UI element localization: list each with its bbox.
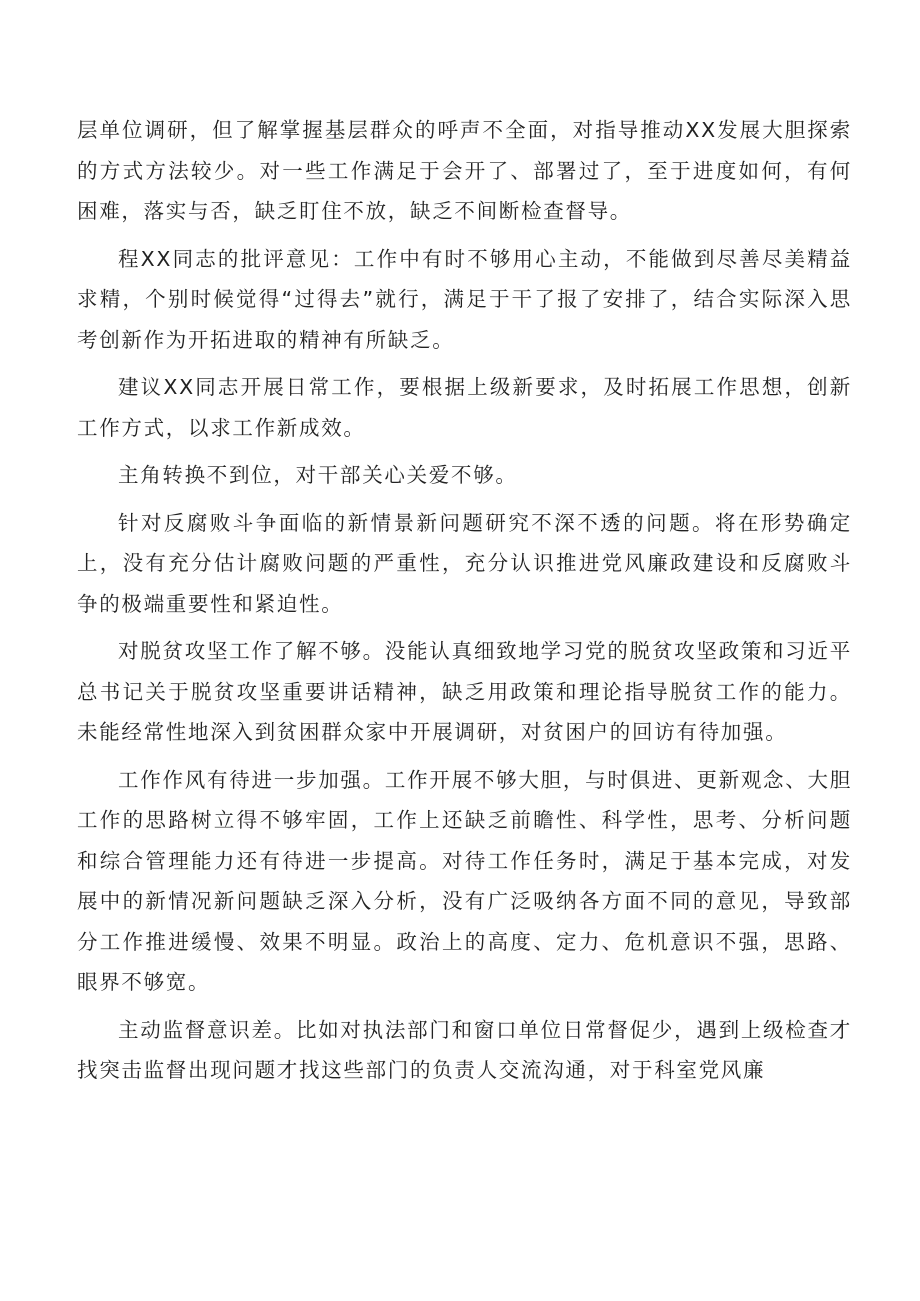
- paragraph-2: 程XX同志的批评意见：工作中有时不够用心主动，不能做到尽善尽美精益求精，个别时候觉得“过得去”就行，满足于干了报了安排了，结合实际深入思考创新作为开拓进取的精神有所缺乏。: [77, 246, 852, 352]
- paragraph-6: 对脱贫攻坚工作了解不够。没能认真细致地学习党的脱贫攻坚政策和习近平总书记关于脱贫攻坚重要讲话精神，缺乏用政策和理论指导脱贫工作的能力。未能经常性地深入到贫困群众家中开展调研，对贫困户的回访有待加强。: [77, 639, 852, 744]
- document-body: [77, 110, 852, 1098]
- paragraph-8: 主动监督意识差。比如对执法部门和窗口单位日常督促少，遇到上级检查才找突击监督出现问题才找这些部门的负责人交流沟通，对于科室党风廉: [77, 1017, 852, 1082]
- paragraph-1: 层单位调研，但了解掌握基层群众的呼声不全面，对指导推动XX发展大胆探索的方式方法较少。对一些工作满足于会开了、部署过了，至于进度如何，有何困难，落实与否，缺乏盯住不放，缺乏不间断检查督导。: [77, 118, 852, 223]
- paragraph-3: 建议XX同志开展日常工作，要根据上级新要求，及时拓展工作思想，创新工作方式，以求工作新成效。: [77, 375, 852, 440]
- paragraph-7: 工作作风有待进一步加强。工作开展不够大胆，与时俱进、更新观念、大胆工作的思路树立得不够牢固，工作上还缺乏前瞻性、科学性，思考、分析问题和综合管理能力还有待进一步提高。对待工作任务时，满足于基本完成，对发展中的新情况新问题缺乏深入分析，没有广泛吸纳各方面不同的意见，导致部分工作推进缓慢、效果不明显。政治上的高度、定力、危机意识不强，思路、眼界不够宽。: [77, 767, 852, 994]
- paragraph-4: 主角转换不到位，对干部关心关爱不够。: [118, 463, 518, 487]
- paragraph-5: 针对反腐败斗争面临的新情景新问题研究不深不透的问题。将在形势确定上，没有充分估计腐败问题的严重性，充分认识推进党风廉政建设和反腐败斗争的极端重要性和紧迫性。: [77, 510, 852, 616]
